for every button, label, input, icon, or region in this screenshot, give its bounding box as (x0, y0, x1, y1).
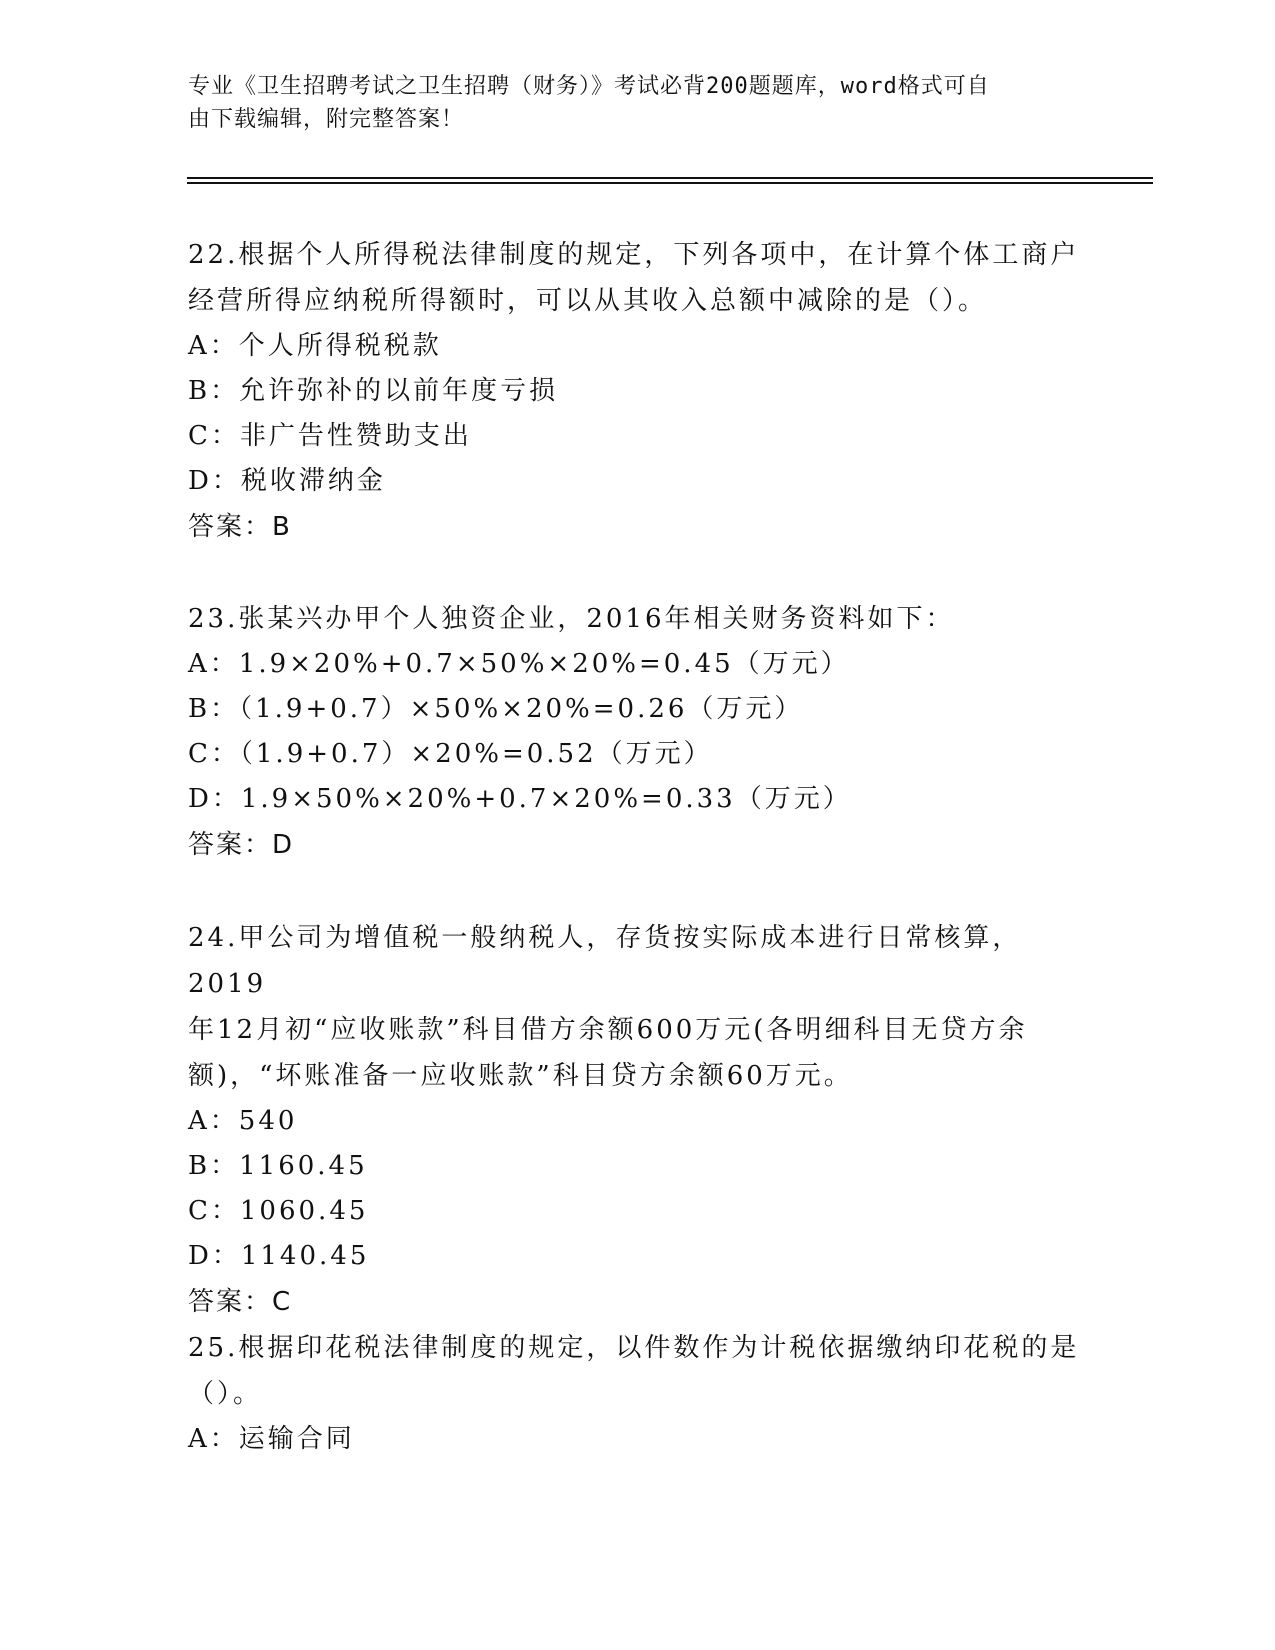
header-divider-bottom (187, 182, 1153, 184)
option-d: D：税收滞纳金 (188, 466, 386, 496)
answer-label: 答案：B (188, 512, 292, 542)
question-text-line: 23.张某兴办甲个人独资企业，2016年相关财务资料如下： (188, 604, 955, 634)
document-header (188, 70, 1068, 136)
question-text (188, 232, 1088, 324)
question-text-line: （）。 (188, 1379, 263, 1409)
option-b: B：允许弥补的以前年度亏损 (188, 376, 559, 406)
option-b: B：1160.45 (188, 1151, 368, 1181)
question-text-line: 经营所得应纳税所得额时，可以从其收入总额中减除的是（）。 (188, 286, 988, 316)
question-text (188, 1325, 1088, 1417)
header-line-1: 专业《卫生招聘考试之卫生招聘（财务）》考试必背200题题库，word格式可自 (188, 74, 990, 99)
question-text-line: 24.甲公司为增值税一般纳税人，存货按实际成本进行日常核算，2019 (188, 923, 1022, 999)
option-b: B：（1.9+0.7）×50%×20%=0.26（万元） (188, 694, 804, 724)
question-25 (188, 1325, 1088, 1462)
option-d: D：1.9×50%×20%+0.7×20%=0.33（万元） (188, 784, 852, 814)
question-text-line: 25.根据印花税法律制度的规定，以件数作为计税依据缴纳印花税的是 (188, 1333, 1080, 1363)
option-a: A：540 (188, 1106, 298, 1136)
option-c: C：非广告性赞助支出 (188, 421, 472, 451)
header-line-2: 由下载编辑，附完整答案！ (188, 107, 465, 132)
question-text (188, 915, 1088, 1099)
option-c: C：1060.45 (188, 1196, 369, 1226)
answer-label: 答案：D (188, 830, 295, 860)
question-24 (188, 915, 1088, 1325)
question-text-line: 22.根据个人所得税法律制度的规定，下列各项中，在计算个体工商户 (188, 240, 1080, 270)
option-a: A：个人所得税税款 (188, 331, 442, 361)
option-c: C：（1.9+0.7）×20%=0.52（万元） (188, 739, 713, 769)
option-a: A：1.9×20%+0.7×50%×20%=0.45（万元） (188, 649, 850, 679)
question-text (188, 596, 1088, 642)
header-divider-top (187, 177, 1153, 179)
option-d: D：1140.45 (188, 1241, 370, 1271)
question-text-line: 额)，“坏账准备一应收账款”科目贷方余额60万元。 (188, 1061, 853, 1091)
question-text-line: 年12月初“应收账款”科目借方余额600万元(各明细科目无贷方余 (188, 1015, 1028, 1045)
option-a: A：运输合同 (188, 1424, 355, 1454)
answer-label: 答案：C (188, 1287, 293, 1317)
question-22 (188, 232, 1088, 550)
question-23 (188, 596, 1088, 868)
